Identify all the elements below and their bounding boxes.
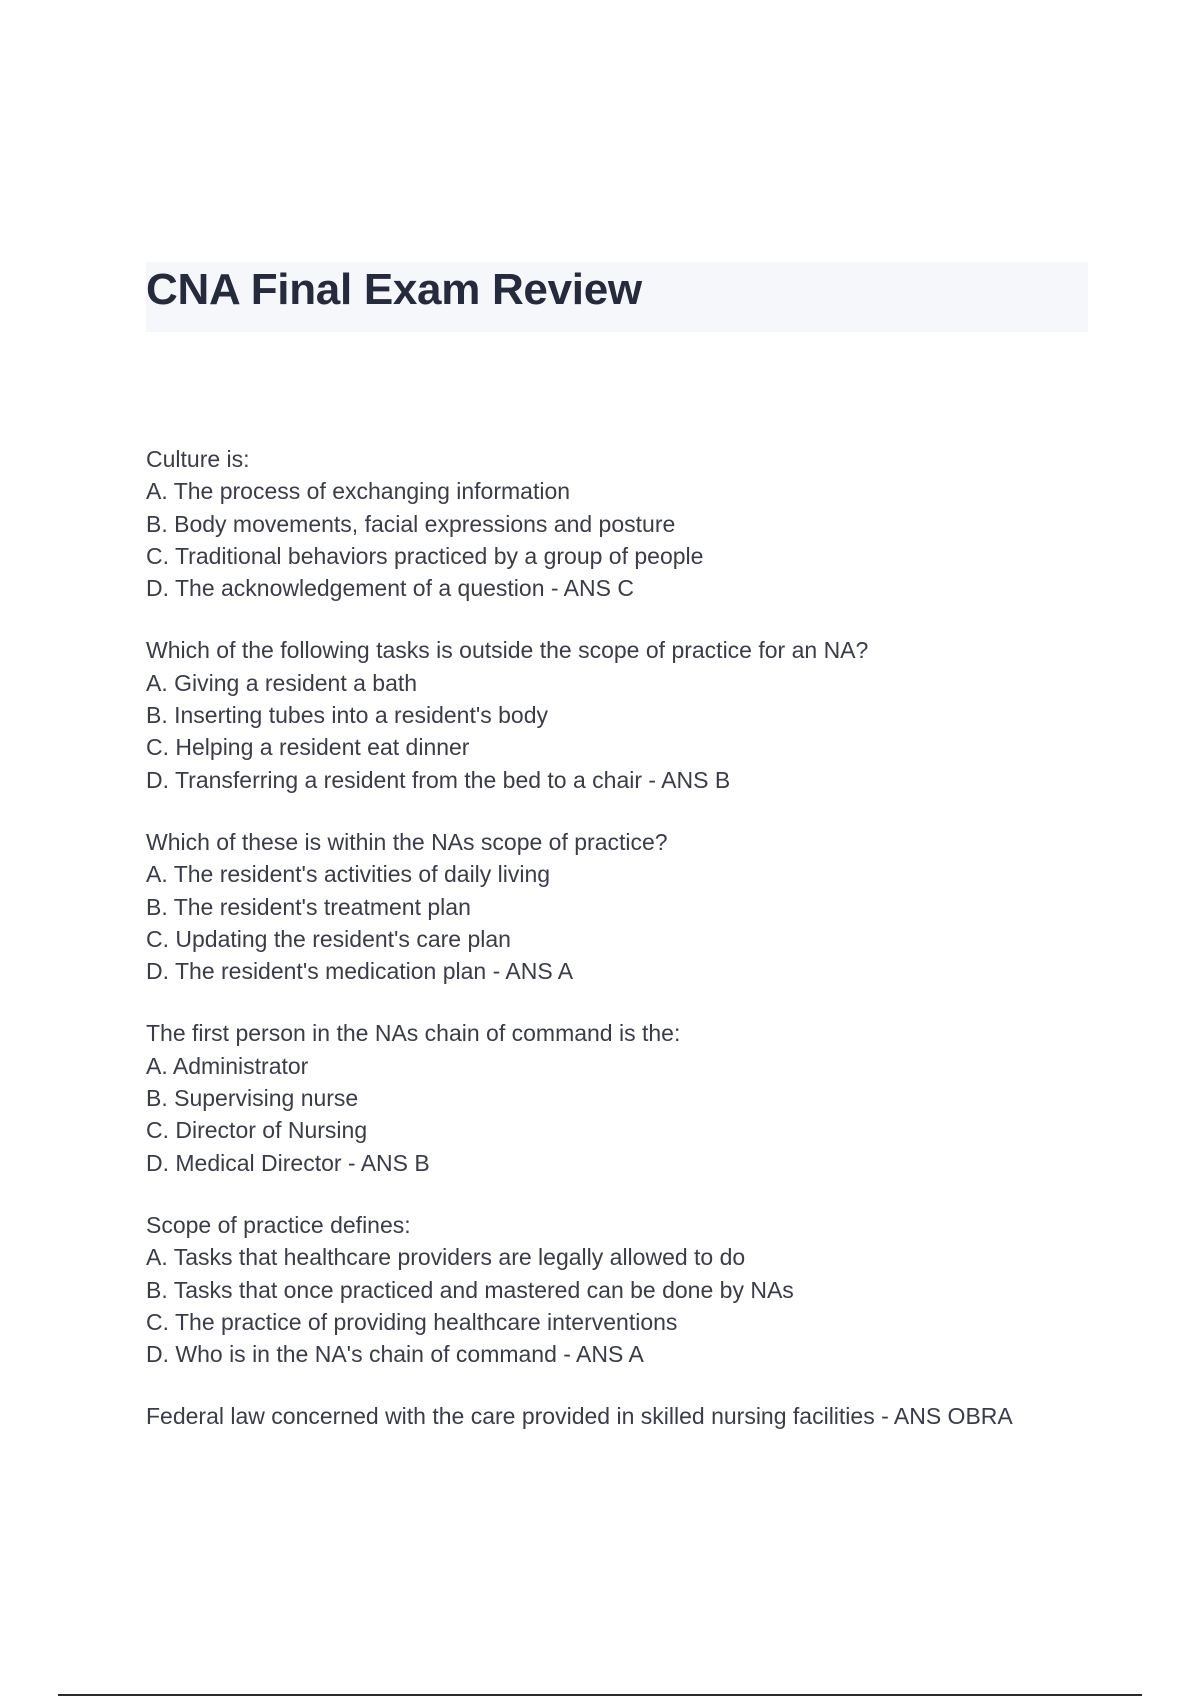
answer-option-a: A. The process of exchanging information <box>146 478 571 505</box>
answer-option-b: B. The resident's treatment plan <box>146 893 471 920</box>
question-text: Which of these is within the NAs scope of practice? <box>146 828 668 855</box>
question-list <box>146 443 1106 1463</box>
answer-option-d: D. The resident's medication plan - ANS A <box>146 958 574 985</box>
answer-option-b: B. Tasks that once practiced and mastered can be done by NAs <box>146 1276 794 1303</box>
answer-option-a: A. Tasks that healthcare providers are legally allowed to do <box>146 1244 746 1271</box>
answer-option-d: D. Transferring a resident from the bed to a chair - ANS B <box>146 766 731 793</box>
question-chain-of-command <box>146 1017 1106 1178</box>
answer-option-c: C. The practice of providing healthcare interventions <box>146 1308 678 1335</box>
question-text: Which of the following tasks is outside the scope of practice for an NA? <box>146 637 869 664</box>
answer-option-a: A. The resident's activities of daily living <box>146 861 551 888</box>
answer-option-b: B. Supervising nurse <box>146 1085 359 1112</box>
answer-option-d: D. Medical Director - ANS B <box>146 1149 430 1176</box>
question-within-scope <box>146 826 1106 987</box>
answer-option-c: C. Helping a resident eat dinner <box>146 734 470 761</box>
question-federal-law <box>146 1400 1106 1432</box>
question-text: Scope of practice defines: <box>146 1211 411 1238</box>
answer-option-b: B. Body movements, facial expressions and posture <box>146 510 676 537</box>
question-text: Federal law concerned with the care provided in skilled nursing facilities - ANS OBRA <box>146 1403 1013 1430</box>
question-scope-defines <box>146 1209 1106 1370</box>
question-outside-scope <box>146 634 1106 795</box>
question-culture <box>146 443 1106 604</box>
page-title: CNA Final Exam Review <box>146 265 642 314</box>
answer-option-a: A. Administrator <box>146 1052 309 1079</box>
page-bottom-rule <box>58 1694 1142 1696</box>
answer-option-c: C. Traditional behaviors practiced by a group of people <box>146 542 704 569</box>
answer-option-b: B. Inserting tubes into a resident's body <box>146 702 549 729</box>
answer-option-d: D. The acknowledgement of a question - ANS C <box>146 575 634 602</box>
answer-option-d: D. Who is in the NA's chain of command - ANS A <box>146 1341 644 1368</box>
answer-option-c: C. Director of Nursing <box>146 1117 368 1144</box>
question-text: The first person in the NAs chain of command is the: <box>146 1020 681 1047</box>
answer-option-c: C. Updating the resident's care plan <box>146 925 511 952</box>
question-text: Culture is: <box>146 446 250 472</box>
answer-option-a: A. Giving a resident a bath <box>146 669 418 696</box>
